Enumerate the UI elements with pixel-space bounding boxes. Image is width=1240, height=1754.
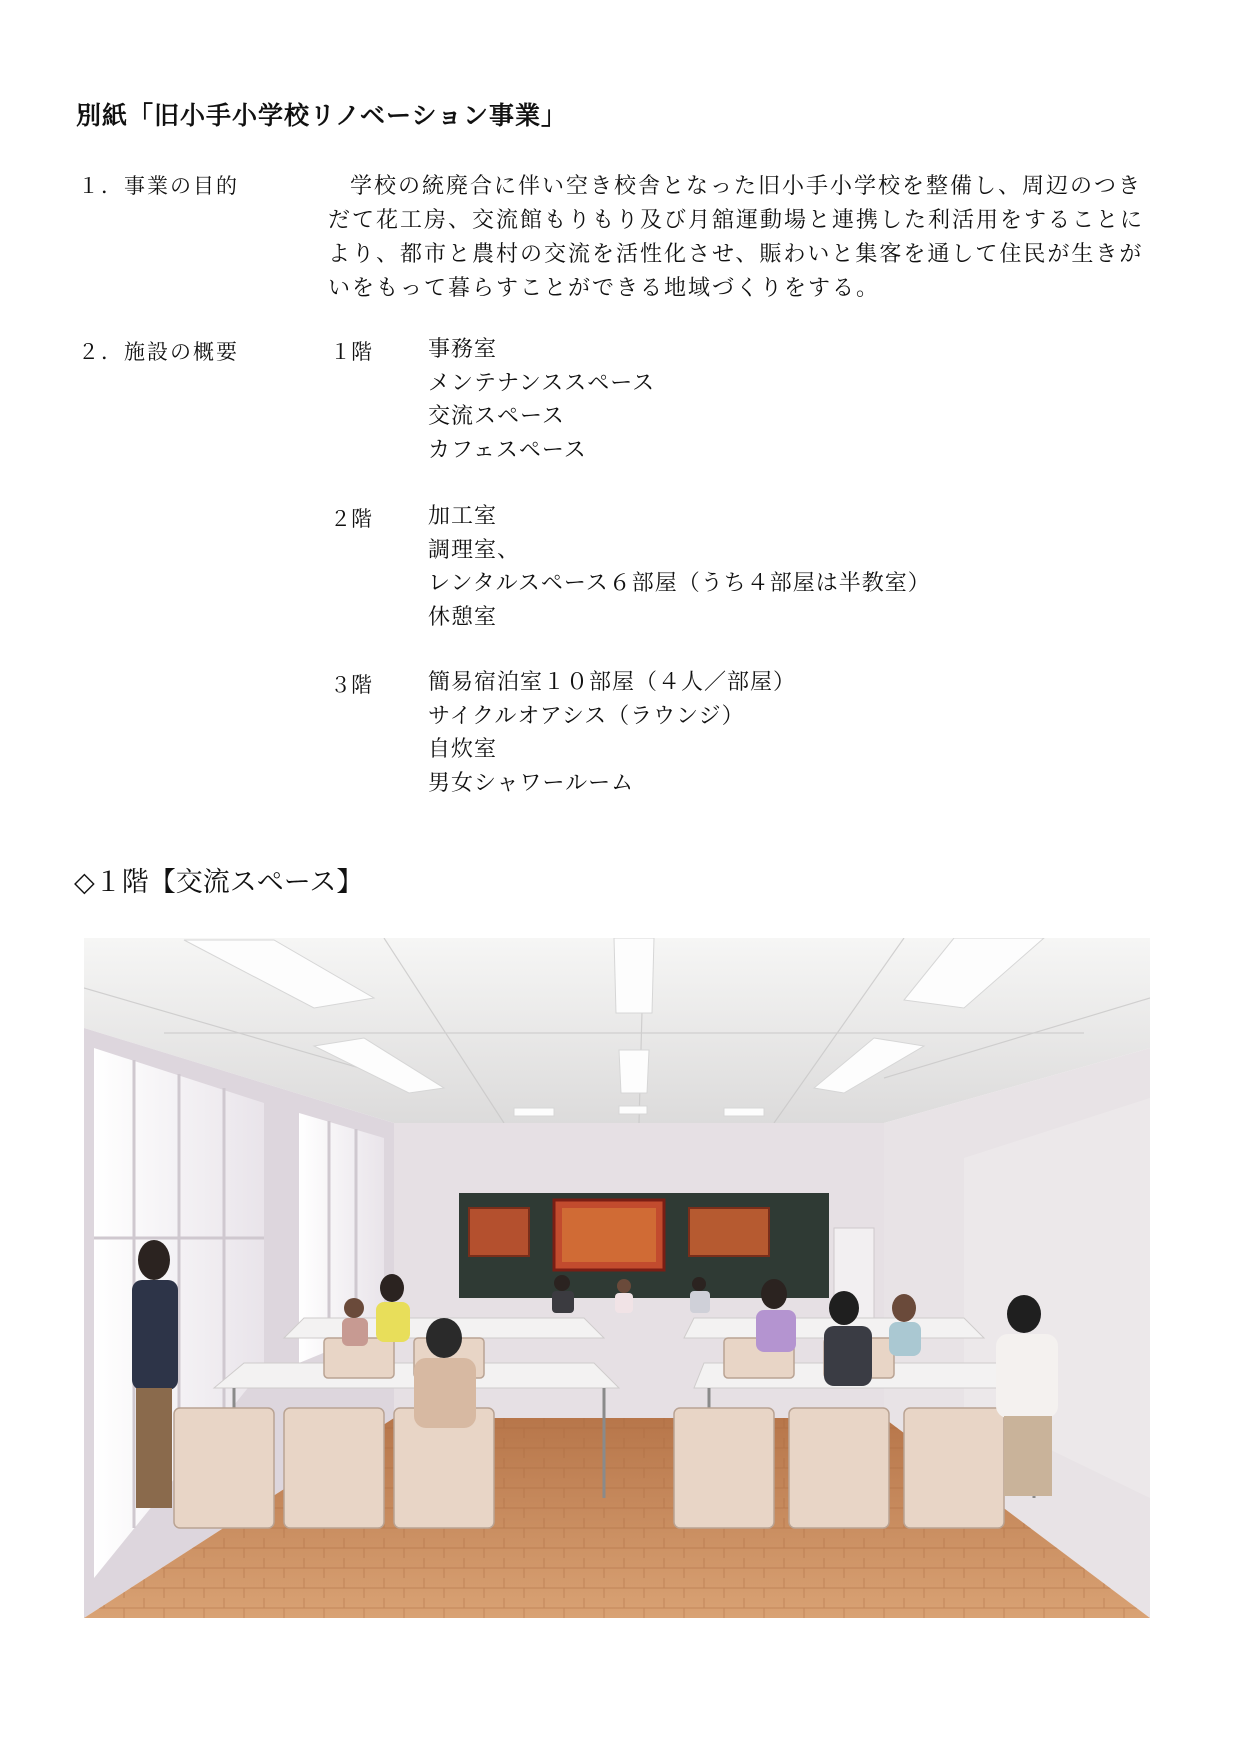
section-1-label: １．事業の目的 [78,174,239,198]
room-item: 男女シャワールーム [428,770,635,796]
floor-1-label: １階 [330,340,372,364]
artwork-left [469,1208,529,1256]
room-item: 加工室 [428,504,498,529]
section-1-body: 学校の統廃合に伴い空き校舎となった旧小手小学校を整備し、周辺のつきだて花工房、交流館もりもり及び月舘運動場と連携した利活用をすることにより、都市と農村の交流を活性化させ、賑わいと集客を通して住民が生きがいをもって暮らすことができる地域づくりをする。 [328,174,1145,301]
room-item: 調理室、 [428,537,521,563]
floor-1-room-list [428,333,655,467]
floor-3-label: ３階 [330,673,372,697]
floor-2-room-list [428,500,931,634]
section-2-label: ２．施設の概要 [78,340,239,364]
room-item: 休憩室 [428,604,498,630]
room-item: サイクルオアシス（ラウンジ） [428,703,745,729]
room-item: 自炊室 [428,737,498,762]
exchange-space-rendering [84,938,1150,1618]
image-heading: ◇１階【交流スペース】 [74,867,364,898]
room-item: 事務室 [428,337,498,362]
room-item: レンタルスペース６部屋（うち４部屋は半教室） [428,571,931,596]
document-title: 別紙「旧小手小学校リノベーション事業」 [76,101,568,130]
room-item: 交流スペース [428,404,565,429]
floor-3-room-list [428,666,796,800]
floor-2-label: ２階 [330,507,372,531]
room-item: メンテナンススペース [428,370,656,396]
room-item: カフェスペース [428,437,587,463]
artwork-right [689,1208,769,1256]
room-item: 簡易宿泊室１０部屋（４人／部屋） [428,670,797,695]
